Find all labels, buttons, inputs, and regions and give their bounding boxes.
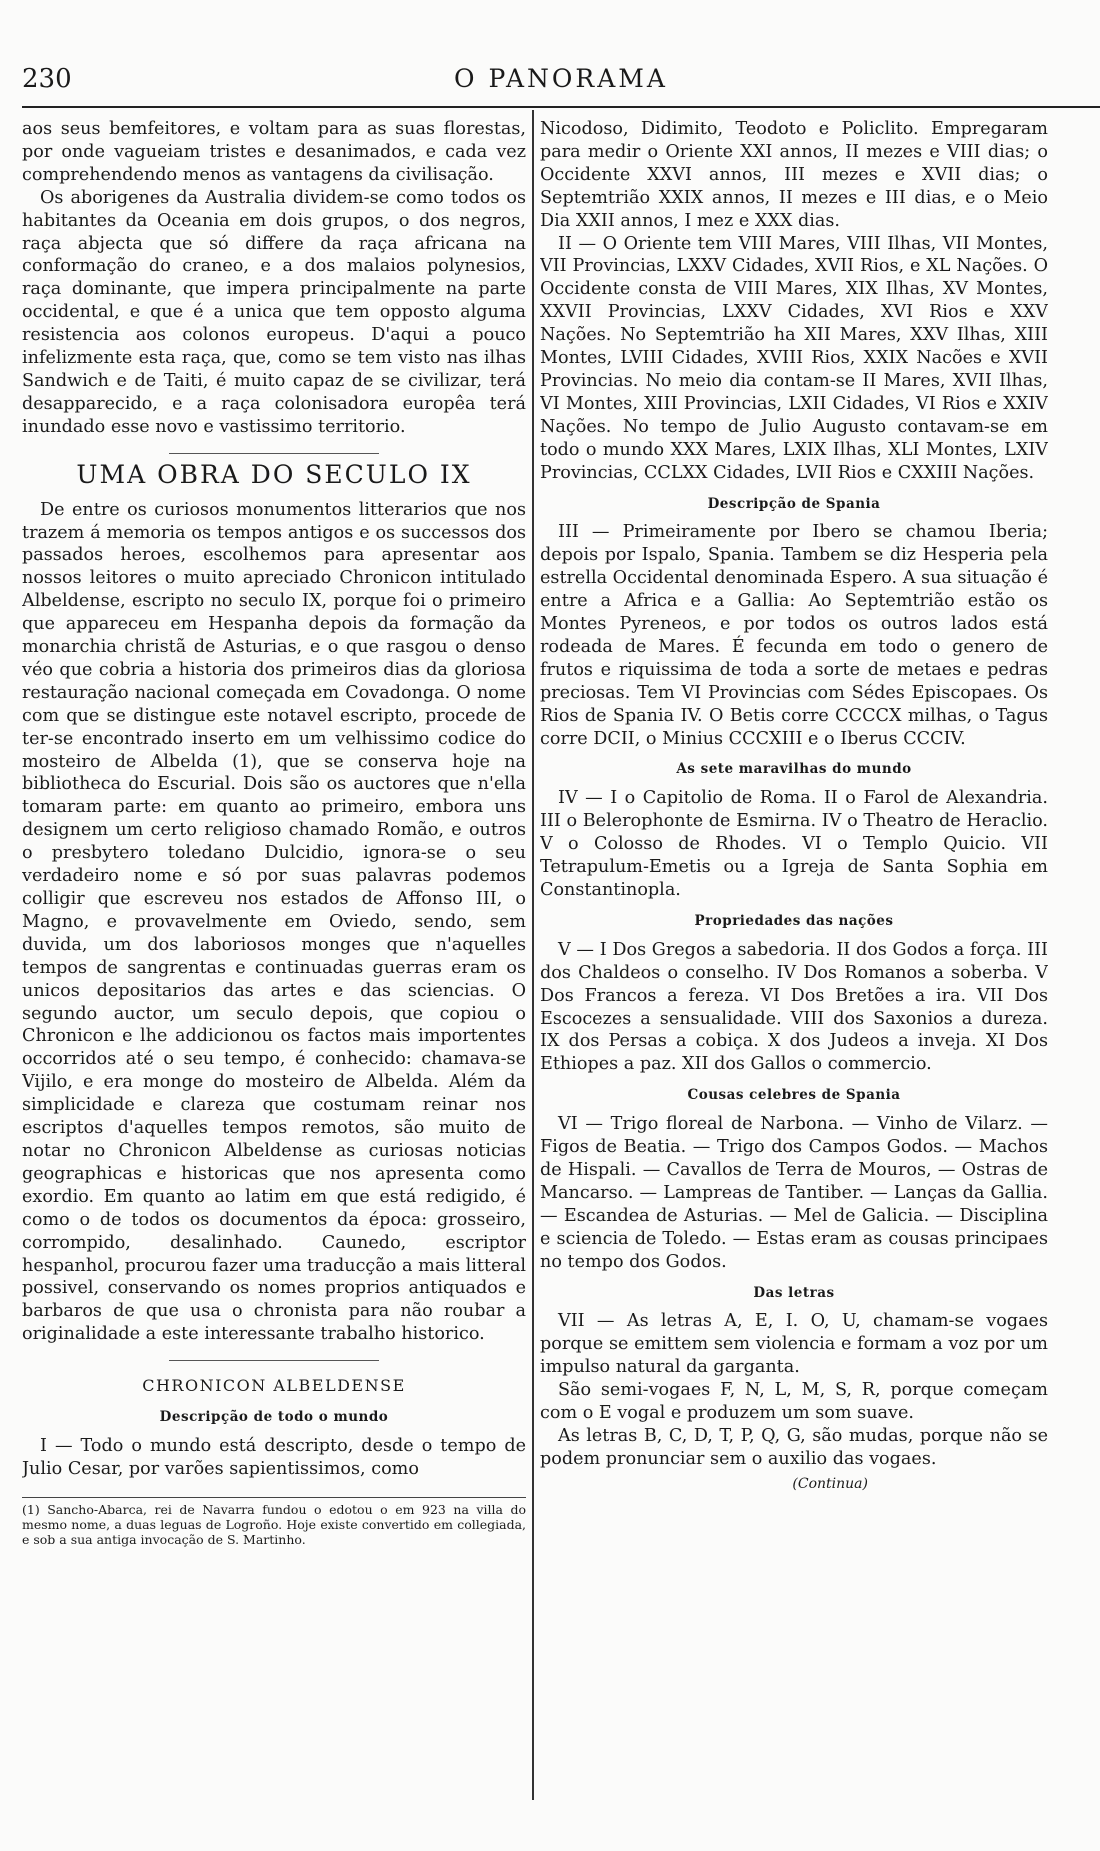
paragraph: V — I Dos Gregos a sabedoria. II dos Godos a força. III dos Chaldeos o conselho. IV Dos Romanos a soberba. V Dos Francos a fereza. VI Dos Bretões a ira. VII Dos Escocezes a sensualidade. VIII dos Saxonios a dureza. IX dos Persas a cobiça. X dos Judeos a inveja. XI Dos Ethiopes a paz. XII dos Gallos o commercio. bbox=[540, 939, 1048, 1075]
page-number: 230 bbox=[22, 64, 72, 94]
paragraph: VII — As letras A, E, I. O, U, chamam-se vogaes porque se emittem sem violencia e formam a voz por um impulso natural da garganta. bbox=[540, 1311, 1048, 1378]
paragraph: Os aborigenes da Australia dividem-se como todos os habitantes da Oceania em dois grupos, o dos negros, raça abjecta que só differe da raça africana na conformação do craneo, e a dos malaios polynesios, raça dominante, que impera principalmente na parte occidental, e que é a unica que tem opposto alguma resistencia aos colonos europeus. D'aqui a pouco infelizmente esta raça, que, como se tem visto nas ilhas Sandwich e de Taiti, é muito capaz de se civilizar, terá desapparecido, e a raça colonisadora europêa terá inundado esse novo e vastissimo territorio. bbox=[22, 187, 526, 437]
paragraph: São semi-vogaes F, N, L, M, S, R, porque começam com o E vogal e produzem um som suave. bbox=[540, 1380, 1048, 1424]
left-column bbox=[22, 118, 526, 1808]
subheading: Das letras bbox=[753, 1284, 835, 1301]
paragraph: VI — Trigo floreal de Narbona. — Vinho de Vilarz. — Figos de Beatia. — Trigo dos Campos Godos. — Machos de Hispali. — Cavallos de Terra de Mouros, — Ostras de Mancarso. — Lampreas de Tantiber. — Lanças da Gallia. — Escandea de Asturias. — Mel de Galicia. — Disciplina e sciencia de Toledo. — Estas eram as cousas principaes no tempo dos Godos. bbox=[540, 1114, 1048, 1272]
separator bbox=[169, 1360, 379, 1361]
column-divider bbox=[532, 110, 534, 1800]
subheading: Cousas celebres de Spania bbox=[687, 1087, 901, 1104]
paragraph: aos seus bemfeitores, e voltam para as suas florestas, por onde vagueiam tristes e desanimados, e cada vez comprehendendo menos as vantagens da civilisação. bbox=[22, 119, 526, 185]
right-column bbox=[540, 118, 1048, 1808]
continua-note: (Continua) bbox=[792, 1475, 868, 1492]
paragraph: III — Primeiramente por Ibero se chamou Iberia; depois por Ispalo, Spania. Tambem se diz Hesperia pela estrella Occidental denominada Espero. A sua situação é entre a Africa e a Gallia: Ao Septemtrião estão os Montes Pyreneos, e por todos os outros lados está rodeada de Mares. É fecunda em todo o genero de frutos e riquissima de toda a sorte de metaes e pedras preciosas. Tem VI Provincias com Sédes Episcopaes. Os Rios de Spania IV. O Betis corre CCCCX milhas, o Tagus corre DCII, o Minius CCCXIII e o Iberus CCCIV. bbox=[540, 522, 1048, 749]
subheading: Descripção de todo o mundo bbox=[159, 1409, 389, 1426]
paragraph: Nicodoso, Didimito, Teodoto e Policlito. Empregaram para medir o Oriente XXI annos, II mezes e VIII dias; o Occidente XXVI annos, III mezes e XVII dias; o Septemtrião XXIX annos, II mezes e III dias, e o Meio Dia XXII annos, I mez e XXX dias. bbox=[540, 119, 1048, 231]
section-title: CHRONICON ALBELDENSE bbox=[142, 1376, 406, 1396]
subheading: As sete maravilhas do mundo bbox=[676, 761, 912, 778]
paragraph: As letras B, C, D, T, P, Q, G, são mudas, porque não se podem pronunciar sem o auxilio das vogaes. bbox=[540, 1425, 1048, 1469]
page-header bbox=[22, 50, 1100, 96]
article-title: UMA OBRA DO SECULO IX bbox=[76, 459, 472, 489]
paragraph: I — Todo o mundo está descripto, desde o tempo de Julio Cesar, por varões sapientissimos, como bbox=[22, 1435, 526, 1479]
subheading: Descripção de Spania bbox=[707, 495, 881, 512]
journal-title: O PANORAMA bbox=[454, 64, 668, 93]
footnote: (1) Sancho-Abarca, rei de Navarra fundou o edotou o em 923 na villa do mesmo nome, a duas leguas de Logroño. Hoje existe convertido em collegiada, e sob a sua antiga invocação de S. Martinho. bbox=[22, 1497, 526, 1547]
subheading: Propriedades das nações bbox=[694, 912, 894, 929]
paragraph: De entre os curiosos monumentos litterarios que nos trazem á memoria os tempos antigos e os successos dos passados heroes, escolhemos para apresentar aos nossos leitores o muito apreciado Chronicon intitulado Albeldense, escripto no seculo IX, porque foi o primeiro que appareceu em Hespanha depois da formação da monarchia christã de Asturias, e o que rasgou o denso véo que cobria a historia dos primeiros dias da gloriosa restauração nacional começada em Covadonga. O nome com que se distingue este notavel escripto, procede de ter-se encontrado inserto em um velhissimo codice do mosteiro de Albelda (1), que se conserva hoje na bibliotheca do Escurial. Dois são os auctores que n'ella tomaram parte: em quanto ao primeiro, embora uns designem um certo religioso chamado Romão, e outros o presbytero toledano Dulcidio, ignora-se o seu verdadeiro nome e só por suas palavras podemos colligir que escreveu nos estados de Affonso III, o Magno, e provavelmente em Oviedo, sendo, sem duvida, um dos laboriosos monges que n'aquelles tempos de sangrentas e continuadas guerras eram os unicos depositarios das artes e das sciencias. O segundo auctor, um seculo depois, que copiou o Chronicon e lhe addicionou os factos mais importentes occorridos até o seu tempo, é conhecido: chamava-se Vijilo, e era monge do mosteiro de Albelda. Além da simplicidade e clareza que costumam reinar nos escriptos d'aquelles tempos remotos, são muito de notar no Chronicon Albeldense as curiosas noticias geographicas e historicas que nos apresenta como exordio. Em quanto ao latim em que está redigido, é como o de todos os documentos da época: grosseiro, corrompido, desalinhado. Caunedo, escriptor hespanhol, procurou fazer uma traducção a mais litteral possivel, conservando os nomes proprios antiquados e barbaros de que usa o chronista para não roubar a originalidade a este interessante trabalho historico. bbox=[22, 499, 526, 1345]
paragraph: IV — I o Capitolio de Roma. II o Farol de Alexandria. III o Belerophonte de Esmirna. IV o Theatro de Heraclio. V o Colosso de Rhodes. VI o Templo Quicio. VII Tetrapulum-Emetis ou a Igreja de Santa Sophia em Constantinopla. bbox=[540, 788, 1048, 900]
header-rule bbox=[22, 106, 1100, 108]
paragraph: II — O Oriente tem VIII Mares, VIII Ilhas, VII Montes, VII Provincias, LXXV Cidades, XVII Rios, e XL Nações. O Occidente consta de VIII Mares, XIX Ilhas, XV Montes, XXVII Provincias, LXXV Cidades, XVI Rios e XXV Nações. No Septemtrião ha XII Mares, XXV Ilhas, XIII Montes, LVIII Cidades, XVIII Rios, XXIX Nacões e XVII Provincias. No meio dia contam-se II Mares, XVII Ilhas, VI Montes, XIII Provincias, LXII Cidades, VI Rios e XXIV Nações. No tempo de Julio Augusto contavam-se em todo o mundo XXX Mares, LXIX Ilhas, XLI Montes, LXIV Provincias, CCLXX Cidades, LVII Rios e CXXIII Nações. bbox=[540, 233, 1048, 483]
separator bbox=[169, 453, 379, 454]
